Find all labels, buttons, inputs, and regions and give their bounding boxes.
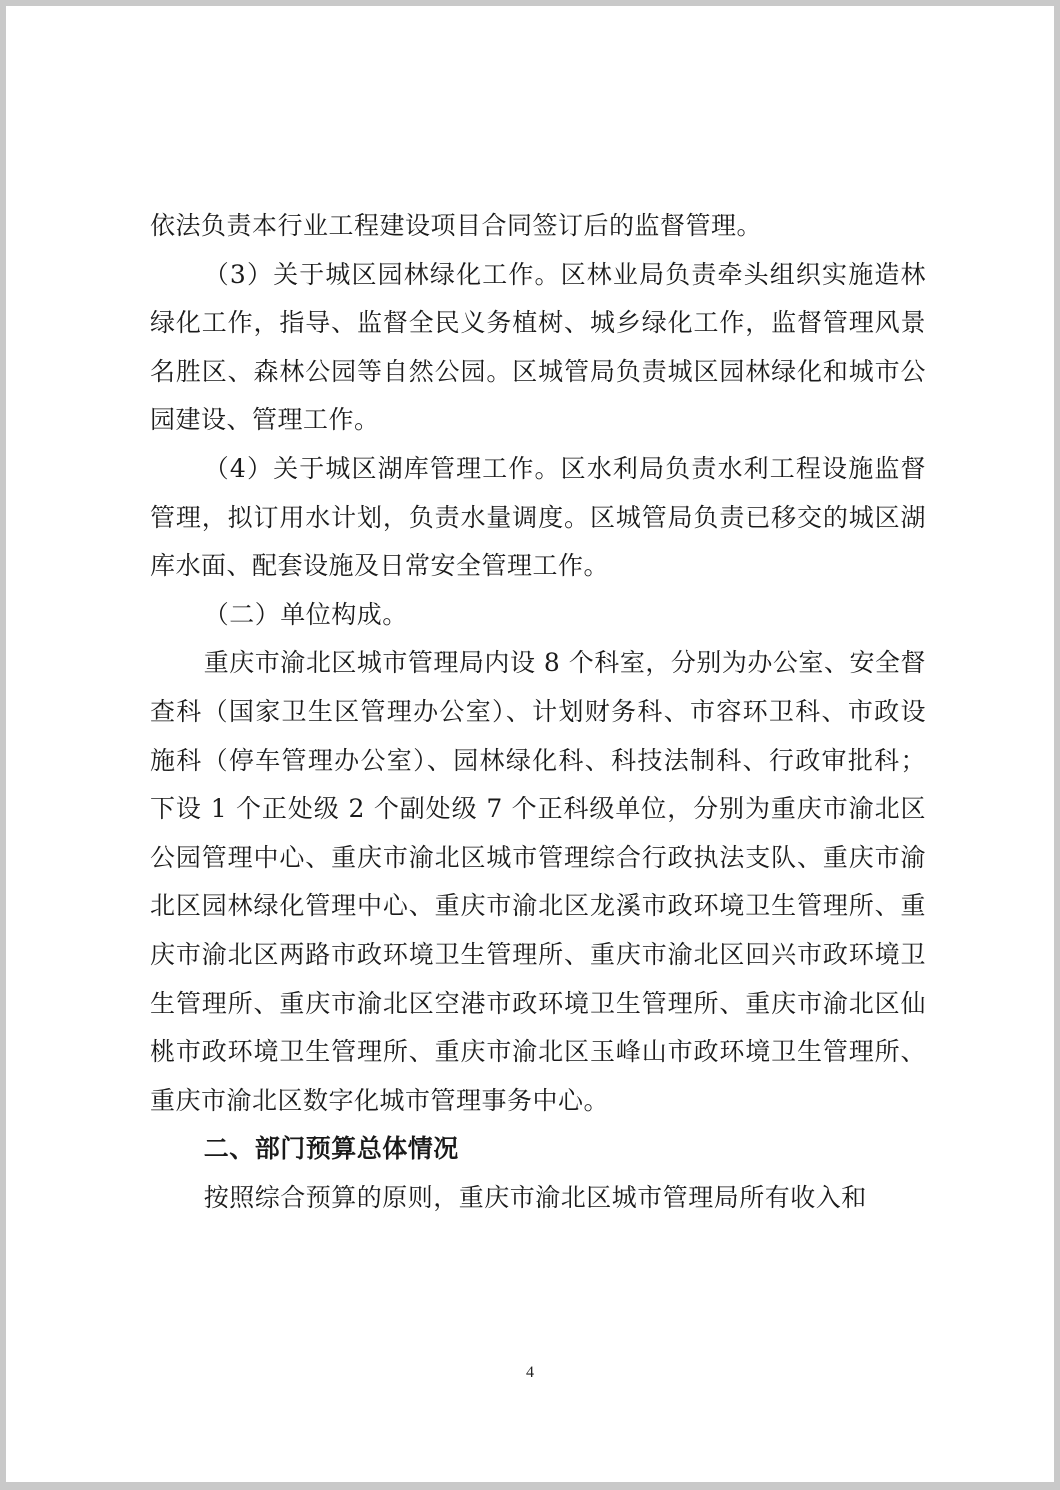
section-heading-budget-overview: 二、部门预算总体情况 [203,1134,459,1164]
page-number: 4 [526,1364,534,1381]
paragraph-lake-management: （4）关于城区湖库管理工作。区水利局负责水利工程设施监督管理，拟订用水计划，负责水量调度。区城管局负责已移交的城区湖库水面、配套设施及日常安全管理工作。 [150,453,926,581]
document-body [150,202,926,1222]
document-page [6,6,1054,1482]
paragraph-landscaping: （3）关于城区园林绿化工作。区林业局负责牵头组织实施造林绿化工作，指导、监督全民义务植树、城乡绿化工作，监督管理风景名胜区、森林公园等自然公园。区城管局负责城区园林绿化和城市公园建设、管理工作。 [150,259,926,435]
paragraph-budget-intro: 按照综合预算的原则，重庆市渝北区城市管理局所有收入和 [203,1182,867,1212]
paragraph-unit-composition: 重庆市渝北区城市管理局内设 8 个科室，分别为办公室、安全督查科（国家卫生区管理办公室）、计划财务科、市容环卫科、市政设施科（停车管理办公室）、园林绿化科、科技法制科、行政审批科；下设 1 个正处级 2 个副处级 7 个正科级单位，分别为重庆市渝北区公园管理中心、重庆市渝北区城市管理综合行政执法支队、重庆市渝北区园林绿化管理中心、重庆市渝北区龙溪市政环境卫生管理所、重庆市渝北区两路市政环境卫生管理所、重庆市渝北区回兴市政环境卫生管理所、重庆市渝北区空港市政环境卫生管理所、重庆市渝北区仙桃市政环境卫生管理所、重庆市渝北区玉峰山市政环境卫生管理所、重庆市渝北区数字化城市管理事务中心。 [150,648,926,1115]
paragraph-supervision: 依法负责本行业工程建设项目合同签订后的监督管理。 [150,211,763,240]
paragraph-unit-composition-title: （二）单位构成。 [203,599,408,629]
